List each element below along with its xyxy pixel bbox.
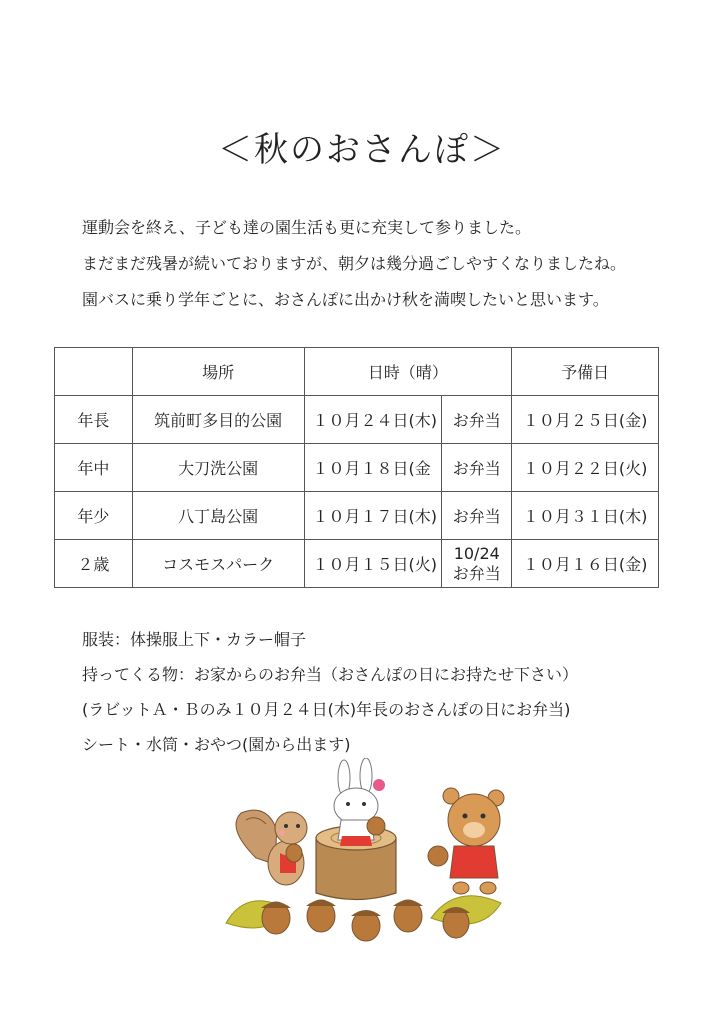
note-line: シート・水筒・おやつ(園から出ます) — [82, 735, 351, 754]
table-header-row — [55, 348, 659, 396]
bear-icon — [428, 788, 504, 894]
grade-cell: 年少 — [55, 492, 133, 540]
lunch-cell: お弁当 — [442, 396, 512, 444]
page-title: ＜秋のおさんぽ＞ — [218, 130, 506, 170]
lunch-cell: お弁当 — [442, 492, 512, 540]
place-cell: 筑前町多目的公園 — [132, 396, 304, 444]
reserve-cell: １０月１６日(金) — [512, 540, 659, 588]
grade-cell: ２歳 — [55, 540, 133, 588]
header-blank — [55, 348, 133, 396]
table-row — [55, 444, 659, 492]
notes-section — [82, 622, 692, 762]
header-reserve: 予備日 — [512, 348, 659, 396]
intro-line: まだまだ残暑が続いておりますが、朝夕は幾分過ごしやすくなりましたね。 — [82, 254, 627, 273]
note-line: (ラビットＡ・Ｂのみ１０月２４日(木)年長のおさんぽの日にお弁当) — [82, 700, 571, 719]
table-row — [55, 492, 659, 540]
place-cell: 八丁島公園 — [132, 492, 304, 540]
table-row — [55, 396, 659, 444]
note-line: 服装：体操服上下・カラー帽子 — [82, 630, 307, 649]
grade-cell: 年長 — [55, 396, 133, 444]
header-date: 日時（晴） — [304, 348, 512, 396]
reserve-cell: １０月３１日(木) — [512, 492, 659, 540]
intro-line: 運動会を終え、子ども達の園生活も更に充実して参りました。 — [82, 218, 531, 237]
table-row — [55, 540, 659, 588]
grade-cell: 年中 — [55, 444, 133, 492]
intro-line: 園バスに乗り学年ごとに、おさんぽに出かけ秋を満喫したいと思います。 — [82, 290, 609, 309]
intro-paragraph — [82, 210, 682, 318]
autumn-animals-illustration — [216, 758, 516, 948]
date-cell: １０月１７日(木) — [304, 492, 442, 540]
date-cell: １０月１５日(火) — [304, 540, 442, 588]
lunch-date: 10/24 — [453, 543, 500, 563]
date-cell: １０月２４日(木) — [304, 396, 442, 444]
note-line: 持ってくる物：お家からのお弁当（おさんぽの日にお持たせ下さい） — [82, 665, 579, 684]
lunch-cell: お弁当 — [442, 444, 512, 492]
reserve-cell: １０月２２日(火) — [512, 444, 659, 492]
schedule-table — [54, 347, 659, 588]
rabbit-icon — [334, 758, 385, 846]
place-cell: 大刀洗公園 — [132, 444, 304, 492]
date-cell: １０月１８日(金 — [304, 444, 442, 492]
lunch-label: お弁当 — [452, 563, 501, 583]
lunch-cell — [442, 540, 512, 588]
reserve-cell: １０月２５日(金) — [512, 396, 659, 444]
header-place: 場所 — [132, 348, 304, 396]
place-cell: コスモスパーク — [132, 540, 304, 588]
squirrel-icon — [236, 810, 307, 885]
